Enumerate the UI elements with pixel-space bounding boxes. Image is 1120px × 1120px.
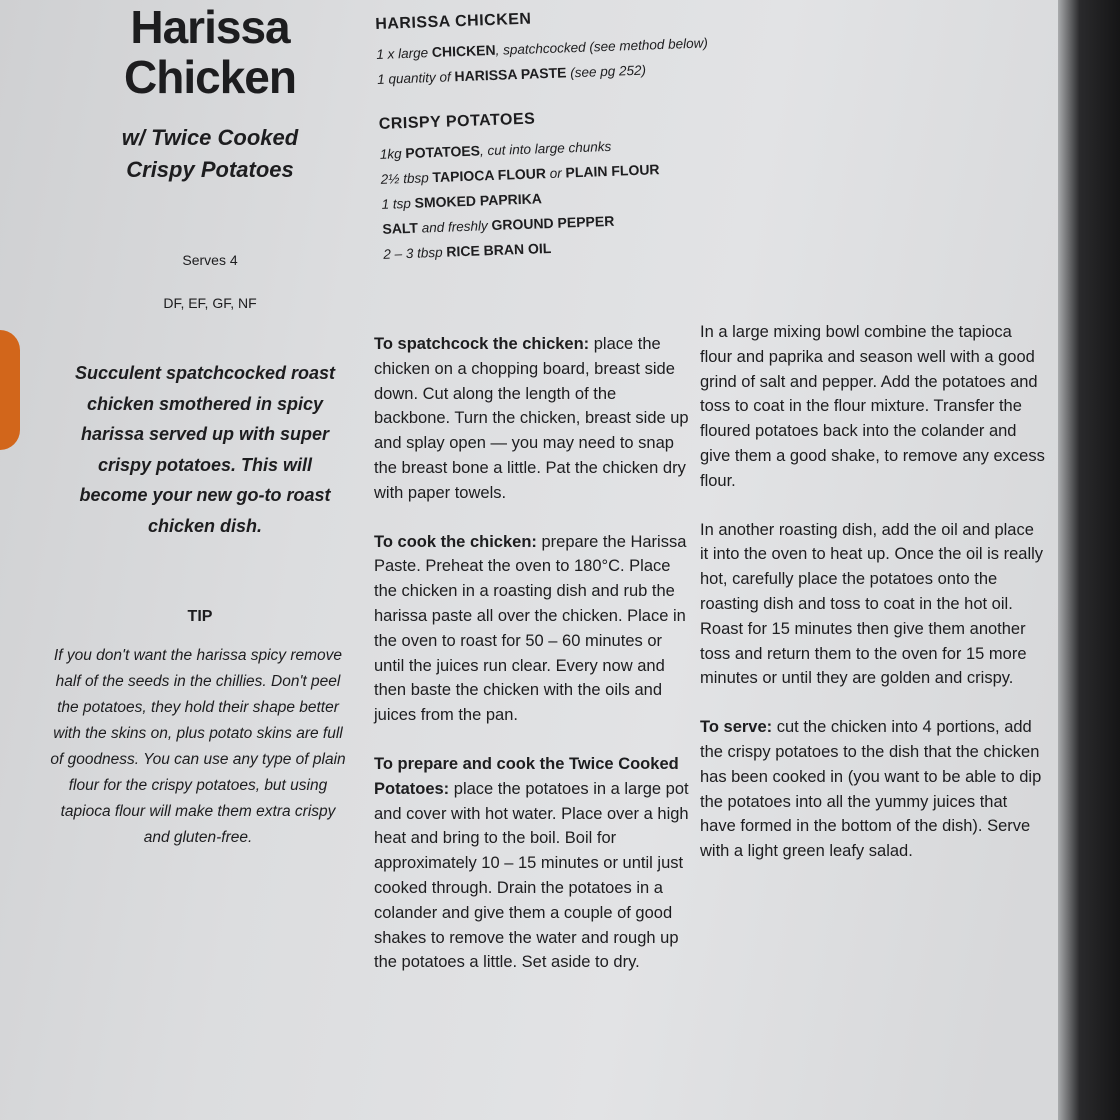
ingredient-text: 2 – 3 tbsp — [383, 244, 447, 262]
ingredient-text: 1 tsp — [381, 195, 415, 212]
method-step-lead: To prepare and cook the Twice Cooked Potatoes: — [374, 754, 679, 798]
ingredient-group-heading: CRISPY POTATOES — [378, 110, 536, 133]
ingredient-name: SMOKED PAPRIKA — [414, 190, 543, 211]
method-column-right — [700, 320, 1045, 888]
method-step — [700, 518, 1045, 692]
recipe-title — [80, 2, 340, 102]
subtitle-line: Crispy Potatoes — [126, 157, 294, 182]
tip-text: If you don't want the harissa spicy remove half of the seeds in the chillies. Don't peel the potatoes, they hold their shape better with the skins on, plus potato skins are full of goodness. You can use any type of plain flour for the crispy potatoes, but using tapioca flour will make them extra crispy and gluten-free. — [50, 647, 346, 846]
method-step — [700, 715, 1045, 864]
book-edge — [1058, 0, 1120, 1120]
recipe-subtitle — [80, 122, 340, 186]
method-step-lead: To cook the chicken: — [374, 532, 537, 551]
ingredient-text: and freshly — [417, 218, 492, 236]
method-step-text: In a large mixing bowl combine the tapioca flour and paprika and season well with a good grind of salt and pepper. Add the potatoes and toss to coat in the flour mixture. Transfer the floured potatoes back into the colander and give them a good shake, to remove any excess flour. — [700, 323, 1045, 490]
method-column-middle — [374, 332, 689, 999]
method-step-text: cut the chicken into 4 portions, add the crispy potatoes to the dish that the chicken has been cooked in (you want to be able to dip the potatoes into all the yummy juices that have formed in the bottom of the dish). Serve with a light green leafy salad. — [700, 718, 1042, 861]
ingredient-group — [375, 2, 777, 92]
method-step — [700, 320, 1045, 494]
ingredient-group — [378, 102, 783, 267]
subtitle-line: w/ Twice Cooked — [121, 125, 299, 150]
method-step-lead: To spatchcock the chicken: — [374, 335, 590, 353]
ingredient-name: GROUND PEPPER — [491, 212, 615, 234]
ingredient-name: CHICKEN — [431, 41, 496, 61]
ingredient-name: TAPIOCA FLOUR — [432, 165, 547, 186]
ingredient-text: 2½ tbsp — [380, 170, 433, 187]
method-step — [374, 530, 689, 728]
page-number-badge — [0, 330, 20, 450]
ingredient-name: HARISSA PASTE — [454, 64, 567, 85]
method-step-text: place the chicken on a chopping board, breast side down. Cut along the length of the backbone. Turn the chicken, breast side up and splay open — you may need to snap the breast bone a little. Pat the chicken dry with paper towels. — [374, 335, 689, 502]
ingredient-name: POTATOES — [405, 142, 481, 162]
ingredient-text: (see pg 252) — [566, 62, 647, 81]
title-line: Harissa — [130, 1, 290, 53]
serves: Serves 4 — [182, 252, 238, 268]
method-step — [374, 752, 689, 975]
ingredients — [375, 2, 784, 291]
ingredient-text: 1 quantity of — [376, 69, 455, 87]
ingredient-name: RICE BRAN OIL — [446, 239, 552, 260]
tip-heading: TIP — [187, 608, 213, 625]
ingredient-text: 1 x large — [376, 45, 433, 62]
intro-text: Succulent spatchcocked roast chicken smothered in spicy harissa served up with super crispy potatoes. This will become your new go-to roast chicken dish. — [74, 363, 336, 536]
ingredient-text: , spatchcocked (see method below) — [495, 35, 709, 58]
ingredient-group-heading: HARISSA CHICKEN — [375, 10, 532, 33]
ingredient-text: or — [545, 165, 566, 182]
method-step-text: In another roasting dish, add the oil and place it into the oven to heat up. Once the oil is really hot, carefully place the potatoes onto the roasting dish and toss to coat in the hot oil. Roast for 15 minutes then give them another toss and return them to the oven for 15 more minutes or until they are golden and crispy. — [700, 520, 1044, 688]
method-step-lead: To serve: — [700, 718, 773, 737]
method-step-text: place the potatoes in a large pot and cover with hot water. Place over a high heat and bring to the boil. Boil for approximately 10 – 15 minutes or until just cooked through. Drain the potatoes in a colander and give them a couple of good shakes to remove the water and rough up the potatoes a little. Set aside to dry. — [374, 779, 689, 972]
ingredient-text: , cut into large chunks — [479, 138, 612, 159]
method-step-text: prepare the Harissa Paste. Preheat the oven to 180°C. Place the chicken in a roasting dish and rub the harissa paste all over the chicken. Place in the oven to roast for 50 – 60 minutes or until the juices run clear. Every now and then baste the chicken with the oils and juices from the pan. — [374, 532, 687, 725]
title-line: Chicken — [124, 51, 296, 103]
ingredient-text: 1kg — [379, 146, 406, 162]
method-step — [374, 332, 689, 506]
dietary-tags: DF, EF, GF, NF — [163, 295, 257, 311]
ingredient-name: SALT — [382, 219, 419, 237]
ingredient-name: PLAIN FLOUR — [565, 161, 660, 181]
